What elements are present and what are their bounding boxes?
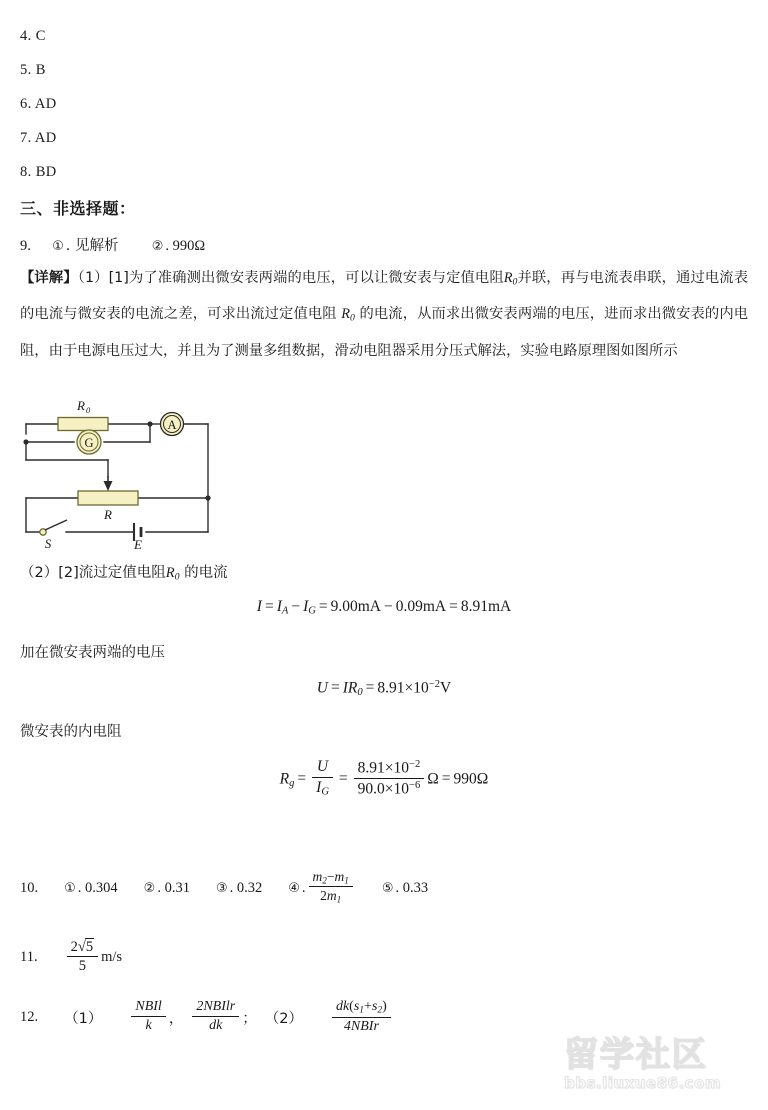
- q12-number: 12.: [20, 1009, 39, 1026]
- eq2-base: 10: [413, 679, 429, 697]
- q12-expression-2: [189, 1001, 256, 1035]
- answer-value: B: [35, 62, 46, 78]
- equation-current: $I = I_A - I_G = 9.00mA - 0.09mA = 8.91mA$: [256, 598, 512, 617]
- equation-voltage: $U = IR_0 = 8.91\times 10^{-2}V$: [316, 679, 452, 698]
- watermark-url: bbs.liuxue86.com: [564, 1074, 721, 1092]
- q10-item-5: ⑤ . 0.33: [381, 879, 429, 896]
- ammeter-label: A: [167, 418, 177, 432]
- q10-item-2: ② . 0.31: [143, 879, 190, 896]
- answer-value: BD: [35, 164, 57, 180]
- blank-marker-2: ②: [151, 239, 164, 254]
- q12-frac2-numerator: 2NBIlr: [192, 999, 239, 1017]
- question-11-answer: [20, 940, 148, 975]
- eq2-coef: 8.91: [377, 679, 405, 697]
- circuit-svg: [12, 392, 222, 550]
- answer-item-5: [20, 62, 46, 79]
- symbol-r0: R: [503, 270, 513, 286]
- symbol-r0-2-subscript: 0: [350, 312, 355, 324]
- blank-value-2: . 990Ω: [165, 238, 206, 254]
- answer-item-6: [20, 96, 57, 113]
- switch-label: S: [44, 536, 52, 550]
- eq2-exponent: −2: [428, 679, 440, 690]
- switch-blade: [45, 520, 67, 530]
- q12-expression-3: [329, 1000, 394, 1036]
- eq2-ir0: IR: [342, 679, 358, 697]
- q12-frac2-denominator: dk: [209, 1017, 223, 1033]
- answer-number: 4.: [20, 28, 32, 44]
- answer-number: 8.: [20, 164, 32, 180]
- detail-label: 【详解】: [20, 270, 78, 286]
- answer-value: AD: [34, 130, 57, 146]
- site-watermark: [564, 1036, 754, 1098]
- answer-number: 5.: [20, 62, 32, 78]
- q11-unit: m/s: [101, 949, 123, 966]
- eq2-times: ×: [404, 679, 414, 697]
- answer-value: AD: [34, 96, 57, 112]
- q12-frac3-numerator: $dk(s_1+s_2)$: [332, 999, 391, 1018]
- eq2-unit: V: [440, 679, 452, 697]
- symbol-r0-subscript: 0: [512, 276, 518, 288]
- q12-semicolon: ；: [242, 1011, 257, 1028]
- answer-number: 6.: [20, 96, 32, 112]
- eq1-minus-2: −: [383, 598, 393, 615]
- step-2-text-a: （2）[2]流过定值电阻: [20, 565, 166, 581]
- eq2-ir0-sub: 0: [357, 686, 363, 698]
- q12-frac1-numerator: NBIl: [131, 999, 165, 1017]
- question-number: 9.: [20, 238, 31, 254]
- galvanometer-label: G: [84, 436, 94, 450]
- rheostat-label: R: [104, 507, 112, 522]
- q12-frac3-denominator: 4NBIr: [343, 1018, 379, 1034]
- q10-fraction: [309, 869, 353, 905]
- q12-part2-label: （2）: [264, 1011, 303, 1028]
- q10-item-3: ③ . 0.32: [215, 879, 263, 896]
- answer-item-8: [20, 164, 57, 181]
- battery-label: E: [134, 537, 142, 550]
- answer-item-7: [20, 130, 57, 147]
- eq3-frac1-denominator: $I_G$: [316, 778, 329, 798]
- eq3-frac2-numerator: $8.91\times 10^{-2}$: [354, 759, 425, 779]
- eq3-frac2-denominator: $90.0\times 10^{-6}$: [357, 779, 421, 798]
- step-2-symbol-r0: R: [165, 565, 175, 581]
- q11-fraction: [67, 939, 98, 974]
- eq1-ig: I: [303, 598, 309, 615]
- junction-dot-left: [23, 439, 28, 444]
- answer-number: 7.: [20, 130, 32, 146]
- eq1-ig-sub: G: [308, 605, 316, 617]
- rheostat-body: [78, 491, 138, 505]
- resistor-r0-body: [58, 418, 108, 431]
- step-4-label: 微安表的内电阻: [20, 724, 122, 740]
- q10-item-4: ④ . $\frac{m_2-m_1}{2m_1}$: [288, 870, 356, 906]
- q11-frac-denominator: 5: [78, 957, 86, 974]
- eq1-lhs: I: [256, 598, 262, 615]
- eq3-unit: Ω: [427, 770, 439, 788]
- section-heading: 三、非选择题：: [20, 199, 136, 218]
- junction-dot-top: [147, 421, 152, 426]
- eq3-fraction-u-over-ig: [312, 758, 333, 798]
- question-12-answer: [20, 1000, 420, 1036]
- step-3-label: 加在微安表两端的电压: [20, 645, 165, 661]
- eq1-ia: I: [276, 598, 282, 615]
- resistor-r0-label: R: [77, 398, 85, 413]
- eq3-lhs: R: [279, 770, 290, 788]
- q12-fraction-3: [332, 999, 391, 1035]
- q12-fraction-1: [131, 999, 165, 1033]
- junction-dot-right: [205, 495, 210, 500]
- eq1-minus-1: −: [291, 598, 301, 615]
- question-10-answer: [20, 870, 454, 906]
- q10-frac-numerator: $m_2-m_1$: [309, 869, 353, 888]
- q12-fraction-2: [192, 999, 239, 1033]
- q11-value: [64, 940, 122, 975]
- equation-internal-resistance: $R_g$ = $\frac{U}{I_G}$ = $\frac{8.91\times 10^{-2}}{90.0\times 10^{-6}}$ Ω = 990Ω: [279, 758, 489, 798]
- symbol-r0-2: R: [341, 306, 351, 323]
- eq3-frac1-numerator: U: [312, 758, 333, 777]
- circuit-diagram: [12, 392, 222, 550]
- q10-number: 10.: [20, 879, 39, 896]
- step-2-symbol-r0-sub: 0: [174, 571, 180, 583]
- q12-part1-label: （1）: [64, 1011, 103, 1028]
- watermark-chinese-text: 留学社区: [564, 1035, 708, 1075]
- q12-frac1-denominator: k: [145, 1017, 152, 1033]
- question-9-answer: [20, 234, 205, 255]
- eq3-result: 990Ω: [453, 770, 489, 788]
- eq1-value-a: 9.00mA: [330, 598, 381, 615]
- q12-comma: ，: [168, 1011, 184, 1028]
- blank-value-1: . 见解析: [65, 238, 119, 254]
- detail-text-part-1: （1）[1]为了准确测出微安表两端的电压，可以让微安表与定值电阻: [77, 270, 504, 286]
- blank-marker-1: ①: [52, 239, 64, 254]
- detail-text-part-2: 并联，再与电流表串联，通过电流表的电流与微安表的电流之差，可求出流过定值电阻: [20, 270, 749, 323]
- step-2-text-b: 的电流: [184, 565, 228, 581]
- detail-text-part-3: 的电流，从而求出微安表两端的电压，进而求出微安表的内电阻，由于电源电压过大，并且为了测量多组数据，滑动电阻器采用分压式解法，实验电路原理图如图所示: [20, 306, 749, 359]
- eq3-fraction-numeric: [354, 759, 425, 797]
- eq3-lhs-sub: g: [289, 778, 295, 790]
- q11-frac-numerator: 2√5: [67, 939, 98, 957]
- answer-item-4: [20, 28, 46, 45]
- q11-number: 11.: [20, 949, 38, 966]
- answer-value: C: [35, 28, 46, 44]
- eq1-value-b: 0.09mA: [395, 598, 447, 615]
- rheostat-wiper-arrow: [104, 481, 113, 491]
- resistor-r0-label-subscript: 0: [86, 405, 91, 415]
- eq1-result: 8.91mA: [460, 598, 512, 615]
- detailed-explanation: [20, 262, 748, 368]
- eq2-lhs: U: [316, 679, 328, 697]
- eq1-ia-sub: A: [281, 605, 289, 617]
- step-2-label: [20, 561, 228, 582]
- q12-expression-1: [128, 1001, 183, 1035]
- q10-item-1: ① . 0.304: [64, 879, 118, 896]
- q10-frac-denominator: $2m_1$: [320, 888, 342, 905]
